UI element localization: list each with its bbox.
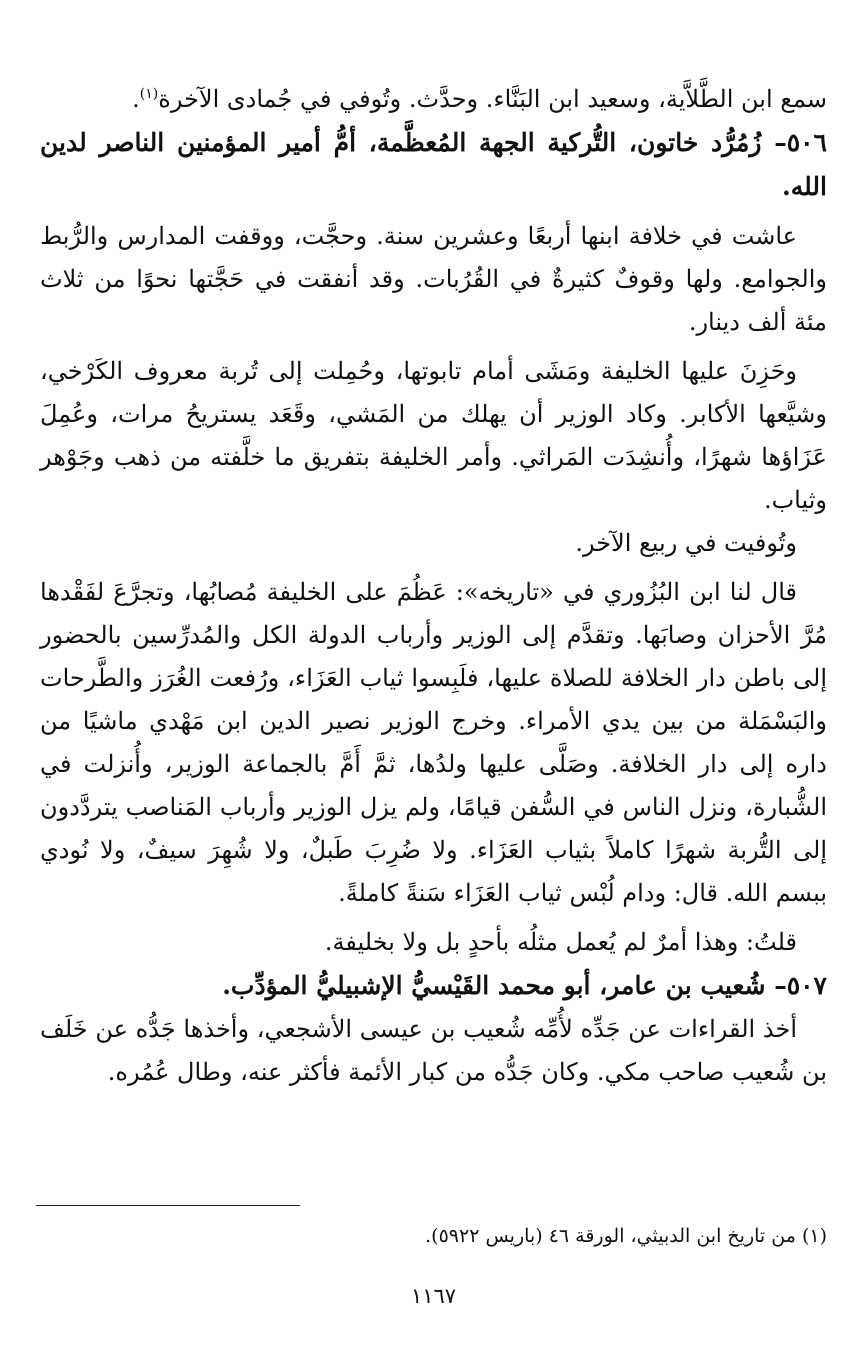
- footnote-reference: (١): [139, 86, 159, 102]
- page-body: [40, 78, 827, 1094]
- entry-number-507: ٥٠٧–: [774, 971, 827, 1000]
- footnote-separator: [36, 1205, 300, 1206]
- footnote-marker: (١): [801, 1225, 827, 1247]
- footnote-text: من تاريخ ابن الدبيثي، الورقة ٤٦ (باريس ٥٩٢٢).: [425, 1225, 796, 1247]
- entry-title-507: شُعيب بن عامر، أبو محمد القَيْسيُّ الإشبيليُّ المؤدِّب.: [222, 971, 766, 1000]
- paragraph-remark: قلتُ: وهذا أمرٌ لم يُعمل مثلُه بأحدٍ بل ولا بخليفة.: [324, 928, 797, 956]
- paragraph-quotation: قال لنا ابن البُزُوري في «تاريخه»: عَظُمَ على الخليفة مُصابُها، وتجرَّعَ لفَقْدها مُرَّ الأحزان وصابَها. وتقدَّم إلى الوزير وأرباب الدولة الكل والمُدرِّسين بالحضور إلى باطن دار الخلافة للصلاة عليها، فلَبِسوا ثياب العَزَاء، ورُفعت الغُرَز والطَّرحات والبَسْمَلة من بين يدي الأمراء. وخرج الوزير نصير الدين ابن مَهْدي ماشيًا من داره إلى دار الخلافة. وصَلَّى عليها ولدُها، ثمَّ أَمَّ بالجماعة الوزير، وأُنزلت في الشُّبارة، ونزل الناس في السُّفن قيامًا، ولم يزل الوزير وأرباب المَناصب يتردَّدون إلى التُّربة شهرًا كاملاً بثياب العَزَاء. ولا ضُرِبَ طَبلٌ، ولا شُهِرَ سيفٌ، ولا نُودي ببسم الله. قال: ودام لُبْس ثياب العَزَاء سَنةً كاملةً.: [40, 578, 827, 907]
- paragraph-funeral: وحَزِنَ عليها الخليفة ومَشَى أمام تابوتها، وحُمِلت إلى تُربة معروف الكَرْخي، وشيَّعها الأكابر. وكاد الوزير أن يهلك من المَشي، وقَعَد يستريحُ مرات، وعُمِلَ عَزَاؤها شهرًا، وأُنشِدَت المَراثي. وأمر الخليفة بتفريق ما خلَّفته من ذهب وجَوْهر وثياب.: [40, 357, 827, 514]
- paragraph-intro: [40, 78, 827, 121]
- page-number: ١١٦٧: [410, 1284, 457, 1308]
- paragraph-intro-end: .: [132, 85, 140, 113]
- entry-number-506: ٥٠٦–: [774, 128, 827, 157]
- paragraph-death-date: وتُوفيت في ربيع الآخر.: [575, 529, 797, 557]
- entry-heading-506: [40, 121, 827, 209]
- paragraph-intro-text: سمع ابن الطَّلاَّية، وسعيد ابن البَنَّاء. وحدَّث. وتُوفي في جُمادى الآخرة: [158, 85, 827, 113]
- entry-heading-507: [40, 964, 827, 1008]
- footnote: [40, 1222, 827, 1250]
- paragraph-biography: عاشت في خلافة ابنها أربعًا وعشرين سنة. وحجَّت، ووقفت المدارس والرُّبط والجوامع. ولها وقوفٌ كثيرةٌ في القُرُبات. وقد أنفقت في حَجَّتها نحوًا من ثلاث مئة ألف دينار.: [40, 222, 827, 336]
- paragraph-readings: أخذ القراءات عن جَدِّه لأُمِّه شُعيب بن عيسى الأشجعي، وأخذها جَدُّه عن خَلَف بن شُعيب صاحب مكي. وكان جَدُّه من كبار الأئمة فأكثر عنه، وطال عُمُره.: [40, 1015, 827, 1086]
- entry-title-506: زُمُرُّد خاتون، التُّركية الجهة المُعظَّمة، أمُّ أمير المؤمنين الناصر لدين الله.: [40, 128, 827, 201]
